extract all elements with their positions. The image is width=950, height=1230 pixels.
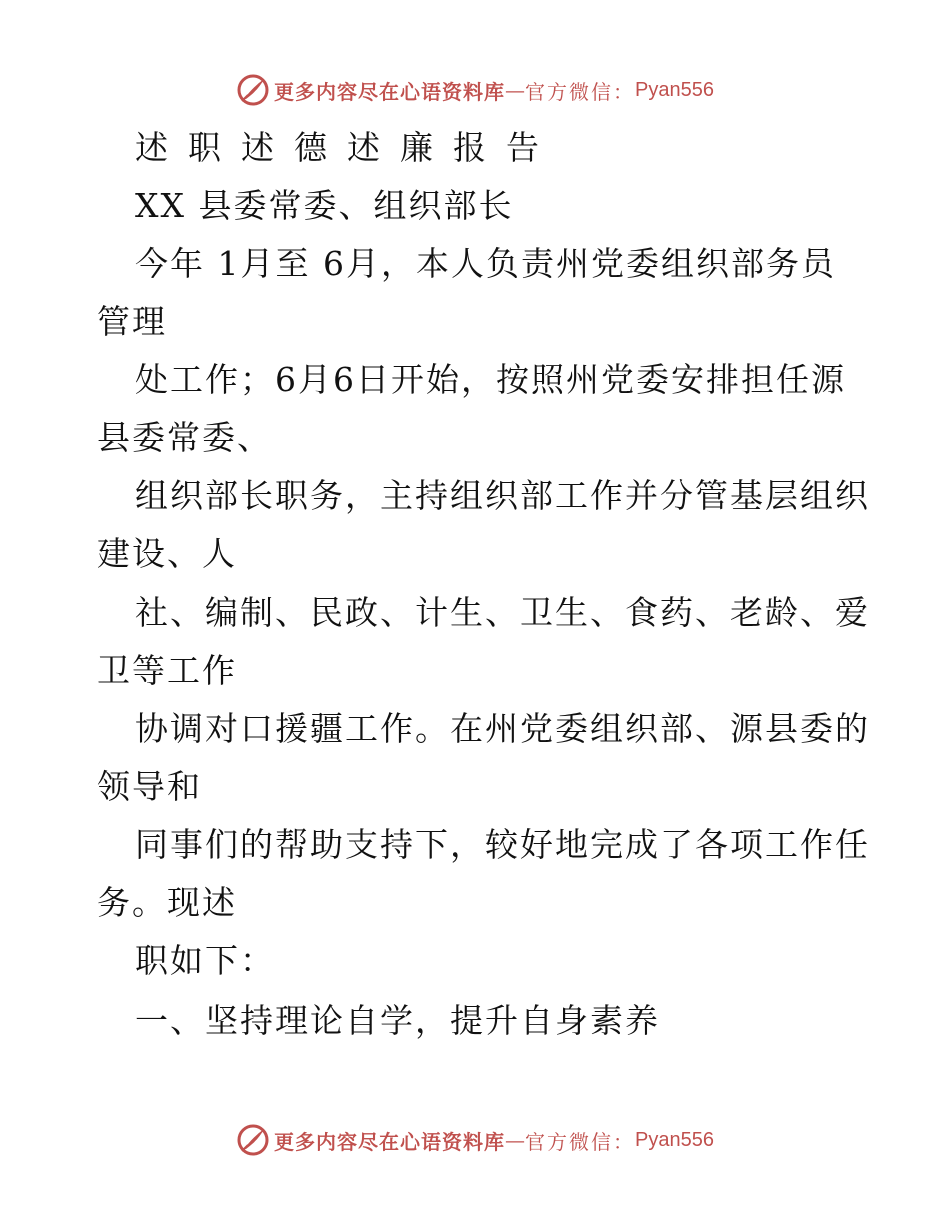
banner-wechat-label: 官方微信： [525, 79, 636, 104]
text-line: 社、编制、民政、计生、卫生、食药、老龄、爱 [135, 593, 870, 632]
text-line: 今年 1月至 6月，本人负责州党委组织部务员 [135, 244, 836, 283]
banner-wechat-label: 官方微信： [525, 1129, 636, 1154]
feather-quill-logo-icon [236, 1123, 270, 1157]
text-line: 卫等工作 [97, 651, 237, 690]
banner-separator: — [505, 78, 526, 102]
text-line: 建设、人 [97, 534, 237, 573]
text-line: 处工作；6月6日开始，按照州党委安排担任源 [135, 360, 846, 399]
feather-quill-logo-icon [236, 73, 270, 107]
text-line: 领导和 [97, 767, 202, 806]
banner-wechat-id: Pyan556 [635, 78, 714, 101]
banner-separator: — [505, 1128, 526, 1152]
author-line: XX 县委常委、组织部长 [135, 186, 514, 225]
text-line: 管理 [97, 302, 167, 341]
text-line: 协调对口援疆工作。在州党委组织部、源县委的 [135, 709, 870, 748]
banner-text: 更多内容尽在心语资料库 [274, 1129, 506, 1154]
section-heading: 一、坚持理论自学，提升自身素养 [135, 1001, 660, 1040]
text-line: 务。现述 [97, 883, 237, 922]
footer-watermark-banner [0, 1120, 950, 1160]
banner-text: 更多内容尽在心语资料库 [274, 79, 506, 104]
header-watermark-banner [0, 70, 950, 110]
banner-wechat-id: Pyan556 [635, 1128, 714, 1151]
text-line: 职如下： [135, 941, 275, 980]
document-title: 述职述德述廉报告 [135, 128, 559, 167]
text-line: 县委常委、 [97, 418, 272, 457]
text-line: 组织部长职务，主持组织部工作并分管基层组织 [135, 476, 870, 515]
text-line: 同事们的帮助支持下，较好地完成了各项工作任 [135, 825, 870, 864]
